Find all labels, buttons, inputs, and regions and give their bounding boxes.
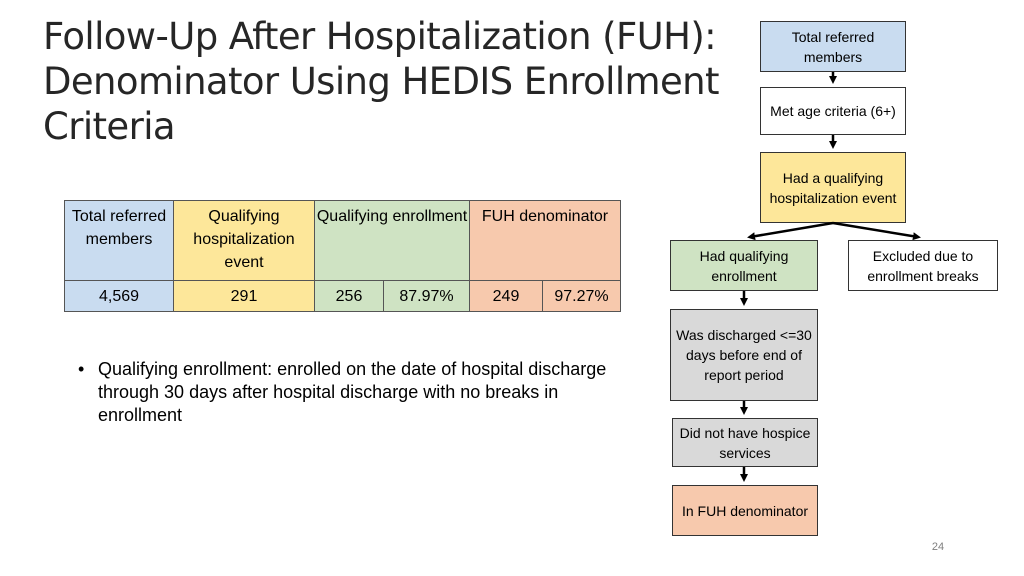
- bullet-dot: •: [78, 359, 85, 379]
- bullet-text: Qualifying enrollment: enrolled on the date of hospital discharge through 30 days after hospital discharge with no breaks in enrollment: [98, 359, 607, 425]
- flow-no-hospice: Did not have hospice services: [672, 418, 818, 467]
- header-total-referred: Total referred members: [65, 201, 174, 281]
- page-number: 24: [931, 541, 945, 553]
- value-denominator-pct: 97.27%: [543, 281, 621, 312]
- value-hospitalization: 291: [174, 281, 315, 312]
- arrow-to-excluded: [833, 223, 918, 237]
- value-total-referred: 4,569: [65, 281, 174, 312]
- value-denominator-count: 249: [470, 281, 543, 312]
- value-enrollment-count: 256: [315, 281, 384, 312]
- page-title: Follow-Up After Hospitalization (FUH): Denominator Using HEDIS Enrollment Criteria: [43, 15, 719, 148]
- header-fuh-denominator: FUH denominator: [470, 201, 621, 281]
- flow-discharged: Was discharged <=30 days before end of report period: [670, 309, 818, 401]
- flow-qualifying-enrollment: Had qualifying enrollment: [670, 240, 818, 291]
- flow-met-age: Met age criteria (6+): [760, 87, 906, 135]
- flow-excluded: Excluded due to enrollment breaks: [848, 240, 998, 291]
- arrow-to-enrollment: [750, 223, 833, 237]
- flow-total-referred: Total referred members: [760, 21, 906, 72]
- header-qualifying-hospitalization: Qualifying hospitalization event: [174, 201, 315, 281]
- flow-fuh-denominator: In FUH denominator: [672, 485, 818, 536]
- header-qualifying-enrollment: Qualifying enrollment: [315, 201, 470, 281]
- value-enrollment-pct: 87.97%: [384, 281, 470, 312]
- flow-hospitalization: Had a qualifying hospitalization event: [760, 152, 906, 223]
